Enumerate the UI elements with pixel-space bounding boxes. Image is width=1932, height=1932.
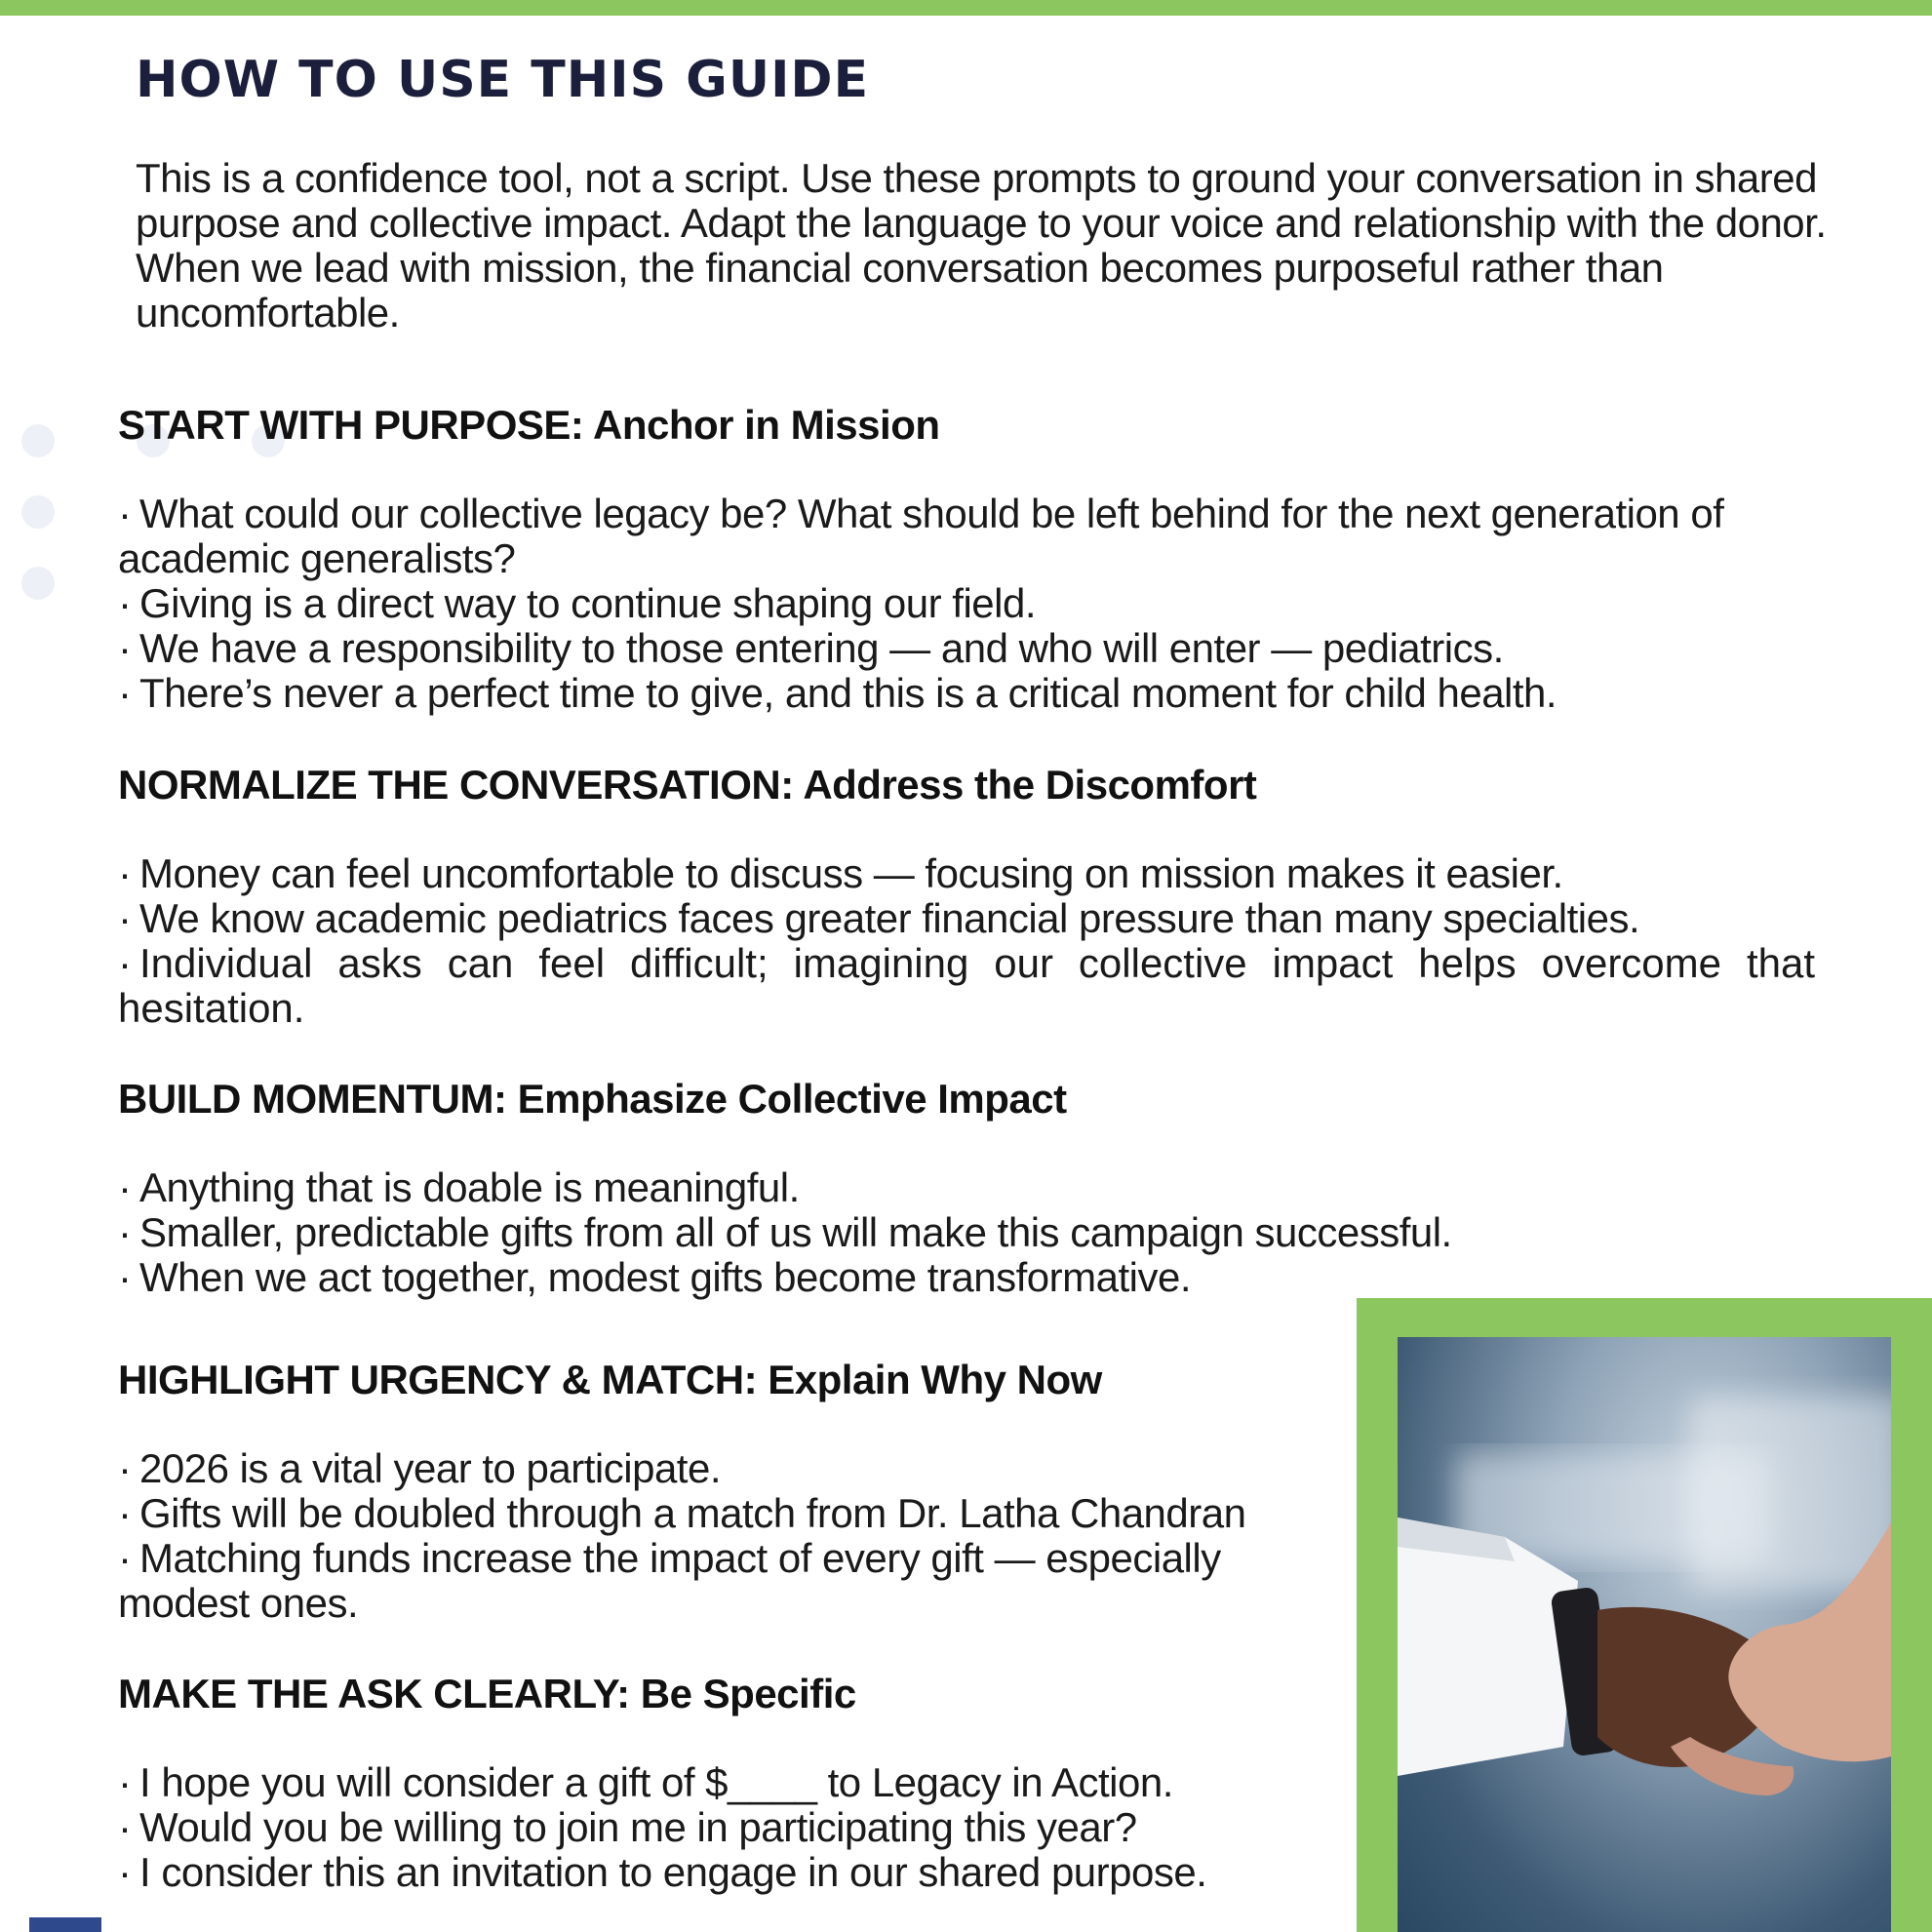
bullet-list: [118, 492, 1815, 716]
bullet-marker: ·: [118, 1759, 132, 1805]
bullet-text: Matching funds increase the impact of every gift — especially modest ones.: [118, 1535, 1221, 1626]
bullet-marker: ·: [118, 580, 132, 626]
bullet-text: We have a responsibility to those entering — and who will enter — pediatrics.: [139, 625, 1504, 671]
bullet-item: [118, 1491, 1288, 1536]
section-heading: BUILD MOMENTUM: Emphasize Collective Impact: [118, 1076, 1067, 1122]
bullet-list: [118, 1760, 1288, 1895]
bullet-item: [118, 1536, 1288, 1626]
bullet-text: There’s never a perfect time to give, and this is a critical moment for child health.: [139, 670, 1557, 716]
bullet-item: [118, 851, 1815, 896]
bullet-text: I hope you will consider a gift of $____ to Legacy in Action.: [139, 1759, 1173, 1805]
bullet-text: Giving is a direct way to continue shaping our field.: [139, 580, 1037, 626]
bullet-text: Anything that is doable is meaningful.: [139, 1164, 800, 1210]
bullet-marker: ·: [118, 1164, 132, 1210]
bullet-item: [118, 941, 1815, 1031]
bullet-list: [118, 851, 1815, 1031]
page-title: HOW TO USE THIS GUIDE: [136, 51, 870, 109]
footer-logo-mark: [29, 1917, 101, 1932]
bullet-text: 2026 is a vital year to participate.: [139, 1445, 722, 1491]
top-accent-bar: [0, 0, 1932, 16]
decorative-dot: [21, 495, 55, 529]
bullet-marker: ·: [118, 940, 132, 986]
bullet-text: Smaller, predictable gifts from all of us will make this campaign successful.: [139, 1209, 1452, 1255]
bullet-text: What could our collective legacy be? What should be left behind for the next generation of academic generalists?: [118, 491, 1724, 581]
bullet-item: [118, 1165, 1815, 1210]
section-heading: NORMALIZE THE CONVERSATION: Address the Discomfort: [118, 762, 1257, 808]
bullet-item: [118, 492, 1815, 581]
bullet-item: [118, 896, 1815, 941]
decorative-dot: [21, 424, 55, 457]
section-build-momentum: [118, 1077, 1815, 1300]
section-heading: HIGHLIGHT URGENCY & MATCH: Explain Why Now: [118, 1357, 1102, 1402]
bullet-text: Money can feel uncomfortable to discuss — focusing on mission makes it easier.: [139, 850, 1563, 896]
bullet-marker: ·: [118, 670, 132, 716]
bullet-item: [118, 581, 1815, 626]
section-highlight-urgency: [118, 1358, 1288, 1626]
bullet-item: [118, 1210, 1815, 1255]
bullet-marker: ·: [118, 850, 132, 896]
background-blur-shape: [1690, 1396, 1891, 1591]
bullet-item: [118, 1805, 1288, 1850]
bullet-marker: ·: [118, 1490, 132, 1536]
bullet-list: [118, 1165, 1815, 1300]
bullet-marker: ·: [118, 1804, 132, 1850]
bullet-text: Would you be willing to join me in participating this year?: [139, 1804, 1137, 1850]
section-heading: MAKE THE ASK CLEARLY: Be Specific: [118, 1671, 856, 1716]
handshake-photo: [1398, 1337, 1891, 1932]
bullet-marker: ·: [118, 1849, 132, 1895]
intro-paragraph: This is a confidence tool, not a script. Use these prompts to ground your conversation in shared purpose and collective impact. Adapt the language to your voice and relationship with the donor. When we lead with mission, the financial conversation becomes purposeful rather than uncomfortable.: [136, 155, 1827, 335]
section-normalize-conversation: [118, 763, 1815, 1031]
bullet-item: [118, 1255, 1815, 1300]
bullet-text: Gifts will be doubled through a match from Dr. Latha Chandran: [139, 1490, 1246, 1536]
bullet-item: [118, 671, 1815, 716]
decorative-dot: [21, 567, 55, 600]
bullet-text: When we act together, modest gifts become transformative.: [139, 1254, 1192, 1300]
bullet-text: Individual asks can feel difficult; imagining our collective impact helps overcome that hesitation.: [118, 940, 1815, 1031]
section-start-with-purpose: [118, 403, 1815, 716]
bullet-marker: ·: [118, 1209, 132, 1255]
bullet-marker: ·: [118, 1535, 132, 1581]
section-heading: START WITH PURPOSE: Anchor in Mission: [118, 402, 940, 448]
bullet-text: I consider this an invitation to engage in our shared purpose.: [139, 1849, 1207, 1895]
bullet-item: [118, 626, 1815, 671]
bullet-marker: ·: [118, 491, 132, 536]
bullet-marker: ·: [118, 1445, 132, 1491]
bullet-text: We know academic pediatrics faces greater financial pressure than many specialties.: [139, 895, 1640, 941]
bullet-list: [118, 1446, 1288, 1626]
bullet-marker: ·: [118, 1254, 132, 1300]
bullet-item: [118, 1760, 1288, 1805]
handshake-illustration: [1398, 1337, 1891, 1932]
bullet-item: [118, 1446, 1288, 1491]
section-make-the-ask: [118, 1672, 1288, 1895]
bullet-marker: ·: [118, 895, 132, 941]
bullet-item: [118, 1850, 1288, 1895]
bullet-marker: ·: [118, 625, 132, 671]
photo-frame: [1357, 1298, 1932, 1932]
